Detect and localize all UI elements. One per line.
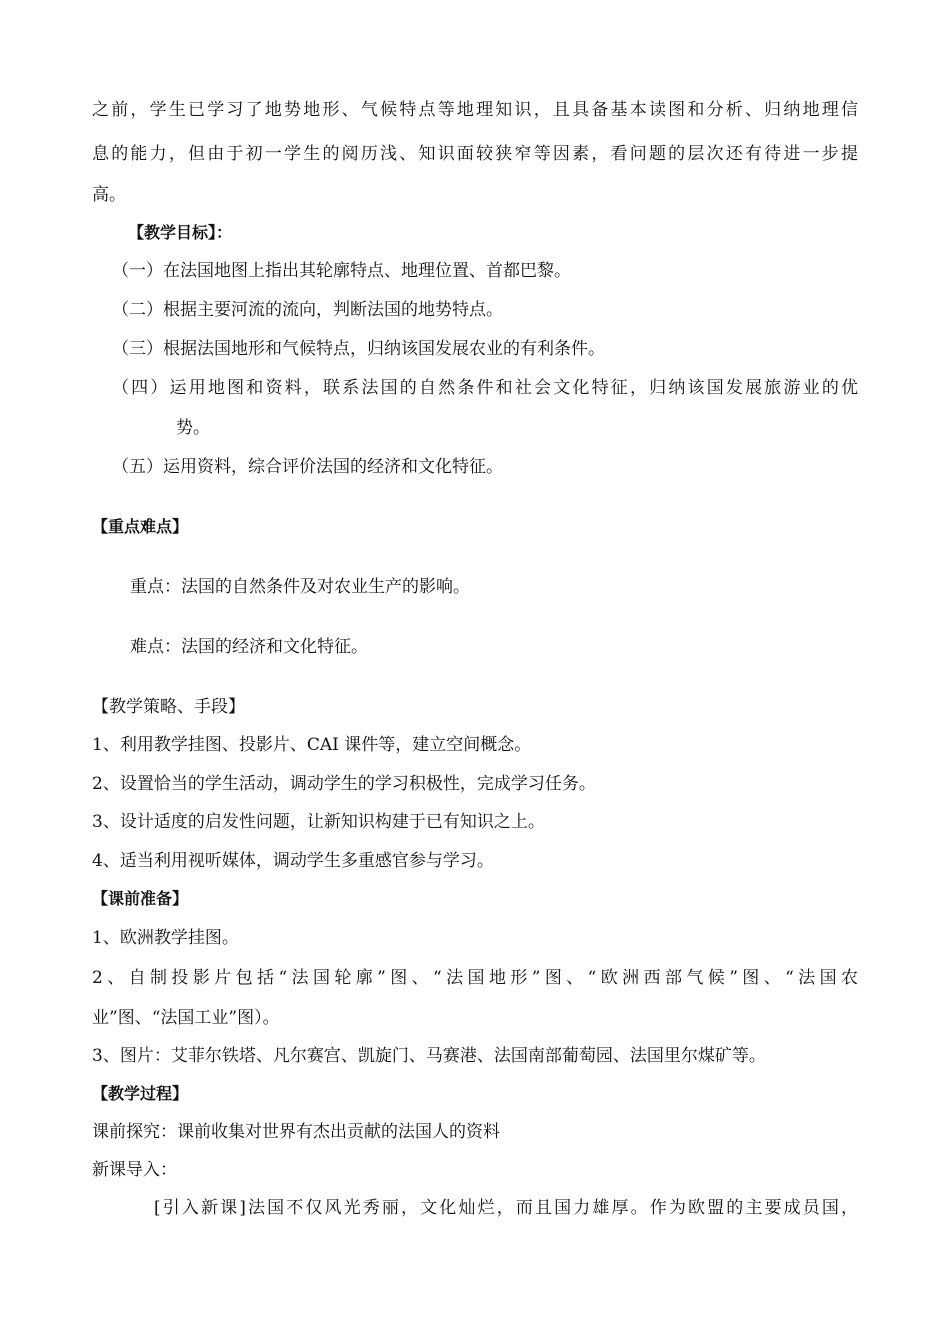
preparation-heading: 【课前准备】 (92, 889, 189, 908)
preparation-item: 1、欧洲教学挂图。 (92, 928, 239, 948)
objectives-heading: 【教学目标】： (128, 223, 233, 242)
difficult-point: 难点：法国的经济和文化特征。 (130, 637, 368, 657)
key-point: 重点：法国的自然条件及对农业生产的影响。 (130, 577, 470, 597)
preparation-item: 2、自制投影片包括“法国轮廓”图、“法国地形”图、“欧洲西部气候”图、“法国农 (92, 968, 858, 988)
intro-line-2: 息的能力，但由于初一学生的阅历浅、知识面较狭窄等因素，看问题的层次还有待进一步提 (92, 144, 858, 164)
strategy-item: 3、设计适度的启发性问题，让新知识构建于已有知识之上。 (92, 812, 545, 832)
pre-class-explore: 课前探究：课前收集对世界有杰出贡献的法国人的资料 (92, 1122, 500, 1142)
objective-item: （五）运用资料，综合评价法国的经济和文化特征。 (112, 457, 503, 477)
strategy-heading: 【教学策略、手段】 (92, 697, 245, 717)
objective-item: （一）在法国地图上指出其轮廓特点、地理位置、首都巴黎。 (112, 261, 571, 281)
objective-item: （三）根据法国地形和气候特点，归纳该国发展农业的有利条件。 (112, 339, 605, 359)
new-lesson-intro-label: 新课导入： (92, 1160, 177, 1180)
intro-line-1: 之前，学生已学习了地势地形、气候特点等地理知识，且具备基本读图和分析、归纳地理信 (92, 100, 858, 120)
preparation-item-continuation: 业”图、“法国工业”图）。 (92, 1008, 280, 1028)
process-heading: 【教学过程】 (92, 1084, 189, 1103)
objective-item: （二）根据主要河流的流向，判断法国的地势特点。 (112, 300, 503, 320)
strategy-item: 4、适当利用视听媒体，调动学生多重感官参与学习。 (92, 851, 494, 871)
strategy-item: 1、利用教学挂图、投影片、CAI 课件等，建立空间概念。 (92, 735, 532, 755)
lead-in-paragraph: [引入新课]法国不仅风光秀丽，文化灿烂，而且国力雄厚。作为欧盟的主要成员国， (154, 1198, 858, 1218)
objective-item: （四）运用地图和资料，联系法国的自然条件和社会文化特征，归纳该国发展旅游业的优 (112, 378, 858, 398)
keypoints-heading: 【重点难点】 (92, 517, 189, 536)
strategy-item: 2、设置恰当的学生活动，调动学生的学习积极性，完成学习任务。 (92, 774, 596, 794)
preparation-item: 3、图片：艾菲尔铁塔、凡尔赛宫、凯旋门、马赛港、法国南部葡萄园、法国里尔煤矿等。 (92, 1046, 766, 1066)
intro-line-3: 高。 (92, 185, 126, 205)
objective-item-continuation: 势。 (176, 418, 210, 438)
